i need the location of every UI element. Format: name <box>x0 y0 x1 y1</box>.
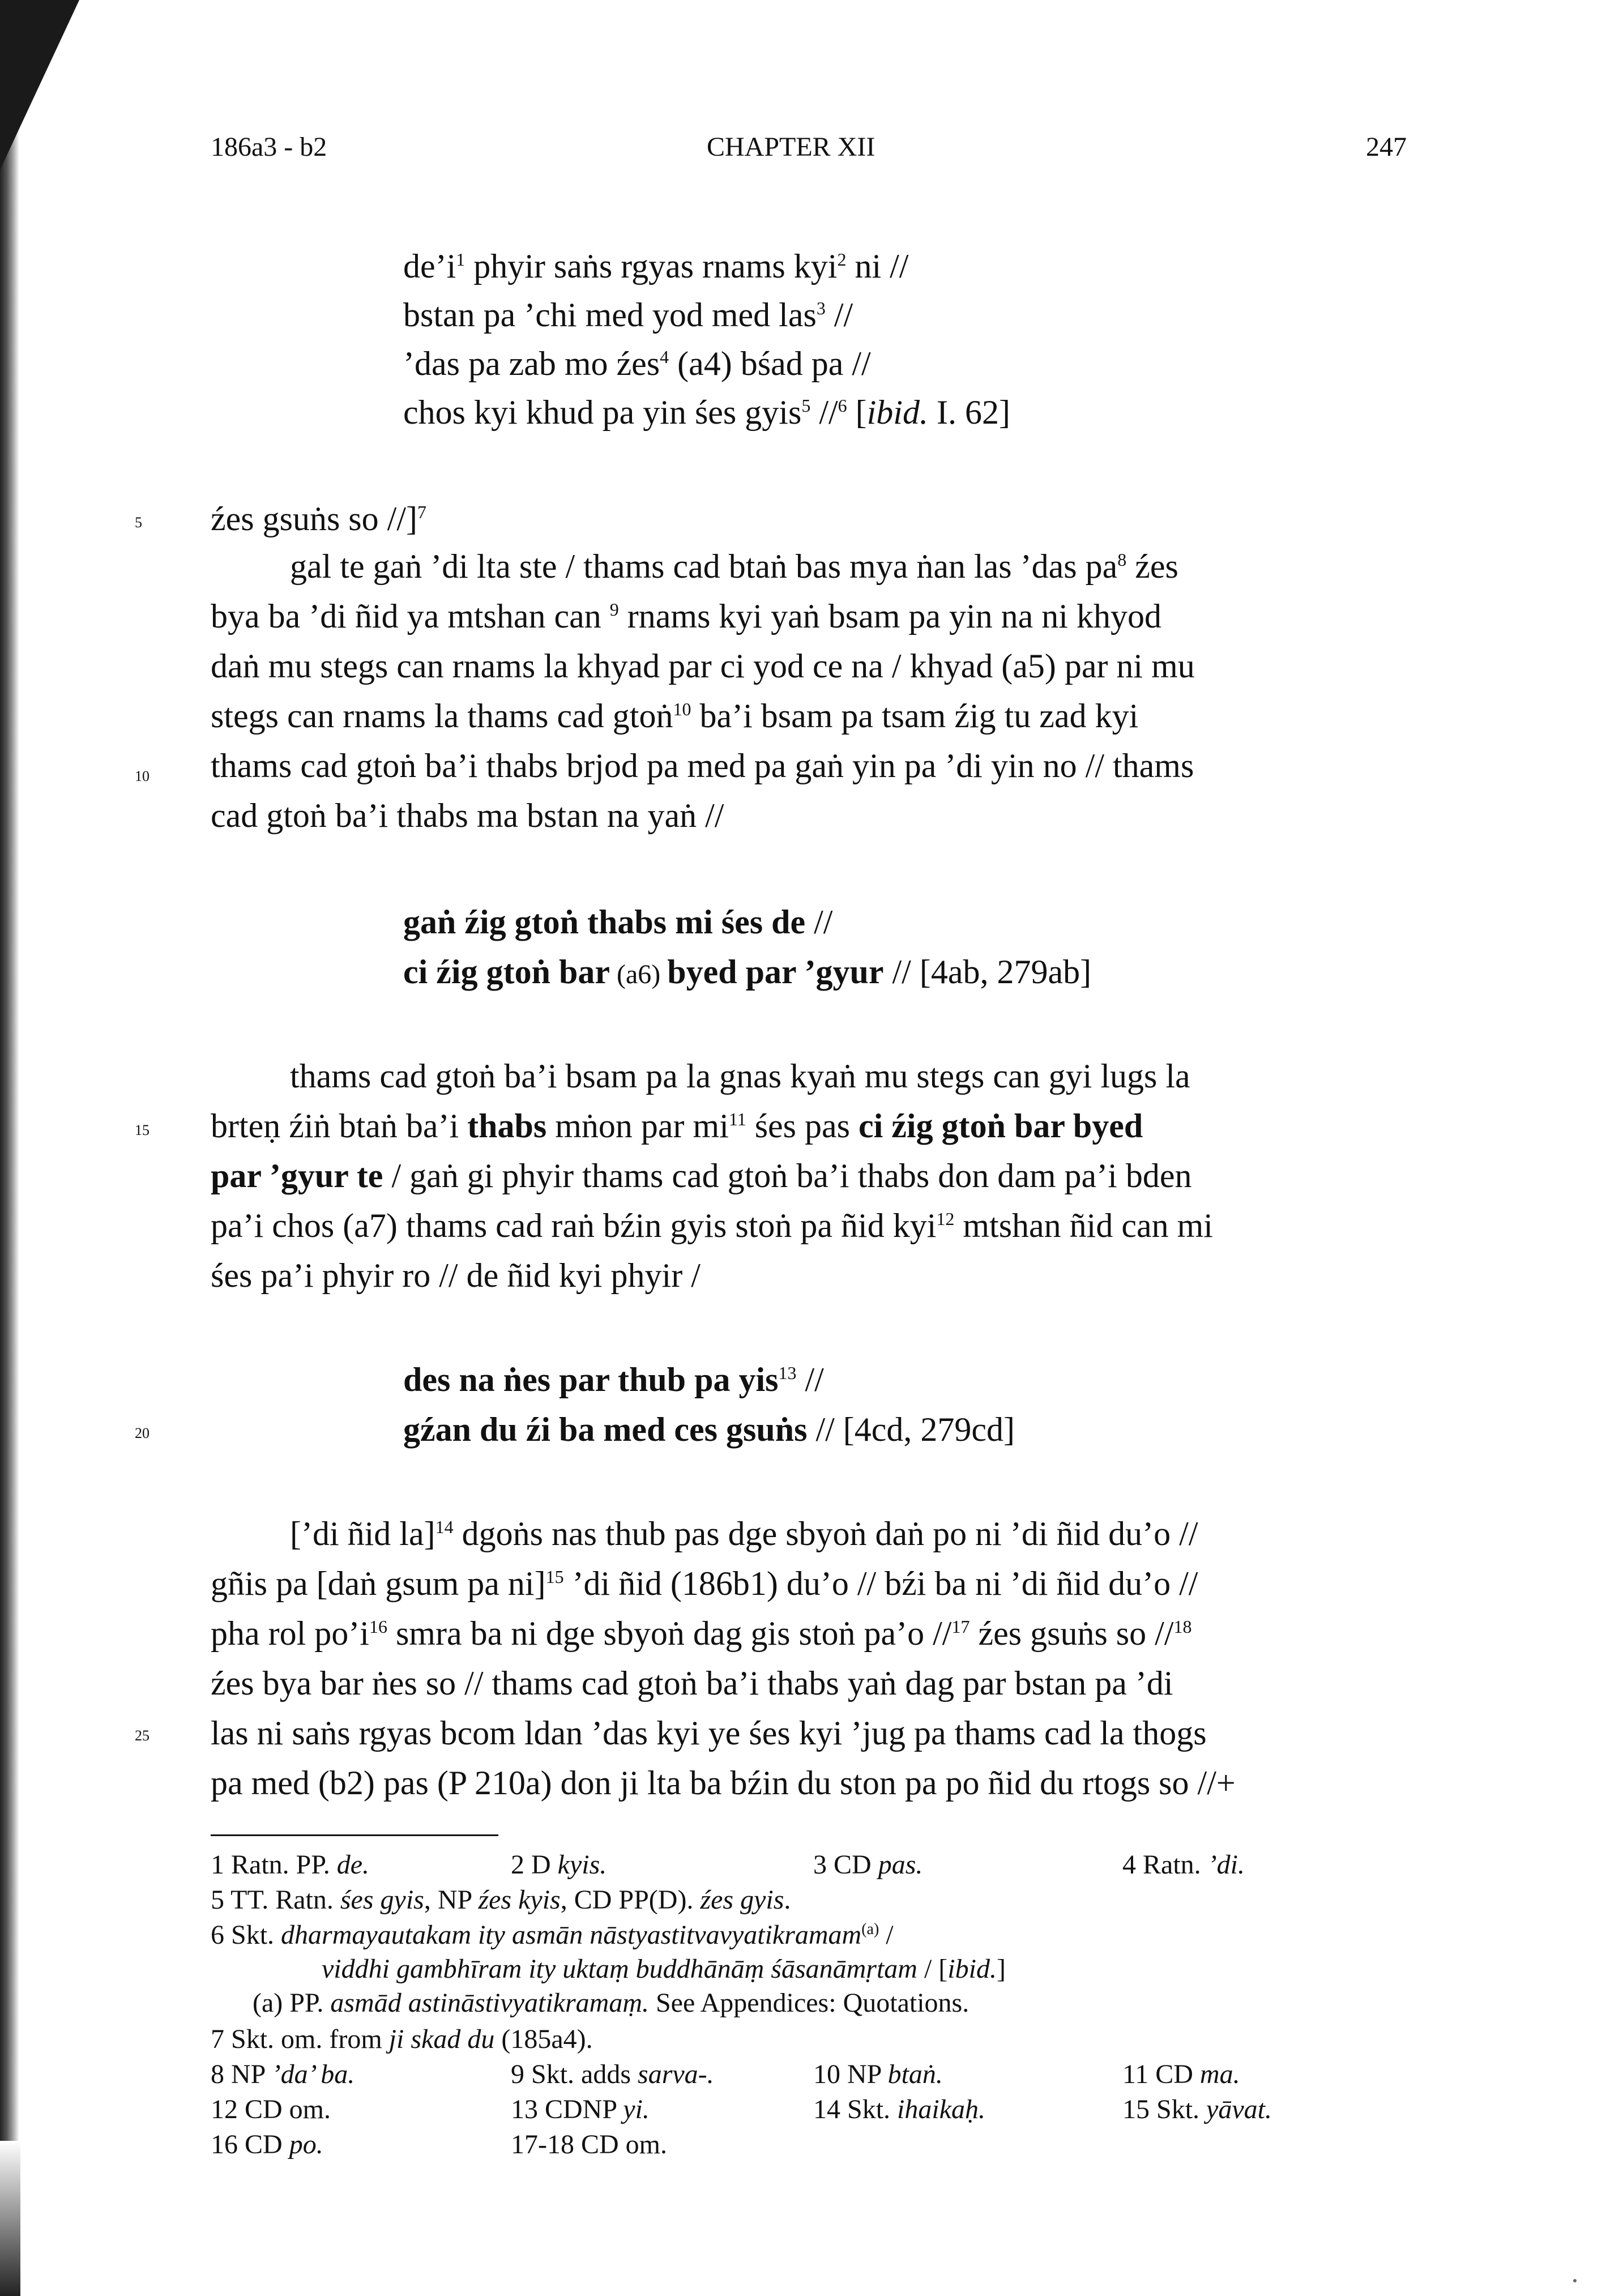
spine-corner-shadow <box>0 0 79 170</box>
footnote-7: 7 Skt. om. from ji skad du (185a4). <box>211 2024 593 2054</box>
footnote-16: 16 CD po. <box>211 2129 323 2160</box>
footnote-8: 8 NP ’da’ ba. <box>211 2059 355 2089</box>
footnote-6-line2: viddhi gambhīram ity uktaṃ buddhānāṃ śāsanāmṛtam / [ibid.] <box>322 1954 1006 1984</box>
para2-line2: brteṇ źiṅ btaṅ ba’i thabs mṅon par $mi^{11}$ śes pas ci źig gtoṅ bar byed <box>211 1107 1143 1145</box>
line-number-20: 20 <box>135 1425 150 1441</box>
para1-line1: gal te gaṅ ’di lta ste / thams cad btaṅ bas mya ṅan las ’das $pa^8$ źes <box>290 548 1178 585</box>
para2-line1: thams cad gtoṅ ba’i bsam pa la gnas kyaṅ mu stegs can gyi lugs la <box>290 1057 1190 1095</box>
footnote-5: 5 TT. Ratn. śes gyis, NP źes kyis, CD PP(D). źes gyis. <box>211 1885 791 1915</box>
para2-line4: pa’i chos (a7) thams cad raṅ bźin gyis stoṅ pa ñid kyi$^{12}$ mtshan ñid can mi <box>211 1207 1213 1244</box>
line-number-5: 5 <box>135 514 142 531</box>
spine-foot-shadow <box>0 2141 20 2296</box>
verse1-line3: ’das pa zab mo źes$^4$ (a4) bśad pa // <box>403 345 871 382</box>
footnote-6: 6 Skt. dharmayautakam ity asmān nāstyastitvavyatikramam$^{(a)}$ / <box>211 1920 894 1950</box>
book-spine-shadow <box>0 0 19 2296</box>
para1-line3: daṅ mu stegs can rnams la khyad par ci yod ce na / khyad (a5) par ni mu <box>211 647 1195 685</box>
verse1-line4: chos kyi khud pa yin śes gyis$^5$ //$^6$ [ibid. I. 62] <box>403 394 1010 431</box>
footnote-11: 11 CD ma. <box>1122 2059 1240 2089</box>
para3-line5: las ni saṅs rgyas bcom ldan ’das kyi ye śes kyi ’jug pa thams cad la thogs <box>211 1714 1207 1752</box>
verse3-line1: des na ṅes par thub pa yis$^{13}$ // <box>403 1361 824 1398</box>
verse2-line2: ci źig gtoṅ bar (a6) byed par ’gyur // [4ab, 279ab] <box>403 953 1092 991</box>
verse1-line1: $de’i^1$ phyir saṅs rgyas rnams kyi$^2$ ni // <box>403 247 909 285</box>
footnote-3: 3 CD pas. <box>813 1850 923 1880</box>
para1-line5: thams cad gtoṅ ba’i thabs brjod pa med pa gaṅ yin pa ’di yin no // thams <box>211 747 1194 784</box>
zes-gsuns-line: źes gsuṅs so //]$^7$ <box>211 500 426 537</box>
footnote-12: 12 CD om. <box>211 2094 331 2124</box>
footnote-1: 1 Ratn. PP. de. <box>211 1850 370 1880</box>
footnote-4: 4 Ratn. ’di. <box>1122 1850 1245 1880</box>
line-number-10: 10 <box>135 768 150 784</box>
scan-speck <box>1573 2279 1577 2282</box>
para1-line2: bya ba ’di ñid ya mtshan can $^9$ rnams kyi yaṅ bsam pa yin na ni khyod <box>211 598 1161 635</box>
running-header-left: 186a3 - b2 <box>211 132 327 162</box>
footnote-9: 9 Skt. adds sarva-. <box>511 2059 714 2089</box>
line-number-25: 25 <box>135 1727 150 1744</box>
line-number-15: 15 <box>135 1122 150 1138</box>
para2-line3: par ’gyur te / gaṅ gi phyir thams cad gtoṅ ba’i thabs don dam pa’i bden <box>211 1157 1192 1194</box>
para1-line4: stegs can rnams la thams cad gtoṅ$^{10}$ ba’i bsam pa tsam źig tu zad kyi <box>211 697 1139 735</box>
para3-line2: gñis pa [daṅ gsum pa ni]$^{15}$ ’di ñid (186b1) du’o // bźi ba ni ’di ñid du’o // <box>211 1565 1198 1602</box>
verse2-line1: gaṅ źig gtoṅ thabs mi śes de // <box>403 903 833 941</box>
para2-line5: śes pa’i phyir ro // de ñid kyi phyir / <box>211 1257 701 1294</box>
para3-line1: [’di ñid la]$^{14}$ dgoṅs nas thub pas dge sbyoṅ daṅ po ni ’di ñid du’o // <box>290 1515 1198 1552</box>
footnote-rule <box>211 1834 498 1836</box>
verse1-line2: bstan pa ’chi med yod med las$^3$ // <box>403 296 853 334</box>
footnote-10: 10 NP btaṅ. <box>813 2059 943 2089</box>
verse3-line2: gźan du źi ba med ces gsuṅs // [4cd, 279cd] <box>403 1411 1015 1448</box>
page-number: 247 <box>1366 132 1407 162</box>
footnote-6-subnote: (a) PP. asmād astināstivyatikramaṃ. See Appendices: Quotations. <box>253 1988 969 2018</box>
para1-line6: cad gtoṅ ba’i thabs ma bstan na yaṅ // <box>211 797 724 834</box>
para3-line3: pha rol $po’i^{16}$ smra ba ni dge sbyoṅ dag gis stoṅ pa’o //$^{17}$ źes gsuṅs so //$^{18}$ <box>211 1615 1192 1652</box>
para3-line4: źes bya bar ṅes so // thams cad gtoṅ ba’i thabs yaṅ dag par bstan pa ’di <box>211 1665 1173 1702</box>
footnote-14: 14 Skt. ihaikaḥ. <box>813 2094 986 2124</box>
footnote-15: 15 Skt. yāvat. <box>1122 2094 1272 2124</box>
footnote-2: 2 D kyis. <box>511 1850 607 1880</box>
running-header-chapter: CHAPTER XII <box>707 132 875 162</box>
footnote-13: 13 CDNP yi. <box>511 2094 650 2124</box>
footnote-17-18: 17-18 CD om. <box>511 2129 667 2160</box>
para3-line6: pa med (b2) pas (P 210a) don ji lta ba bźin du ston pa po ñid du rtogs so //+ <box>211 1764 1236 1802</box>
